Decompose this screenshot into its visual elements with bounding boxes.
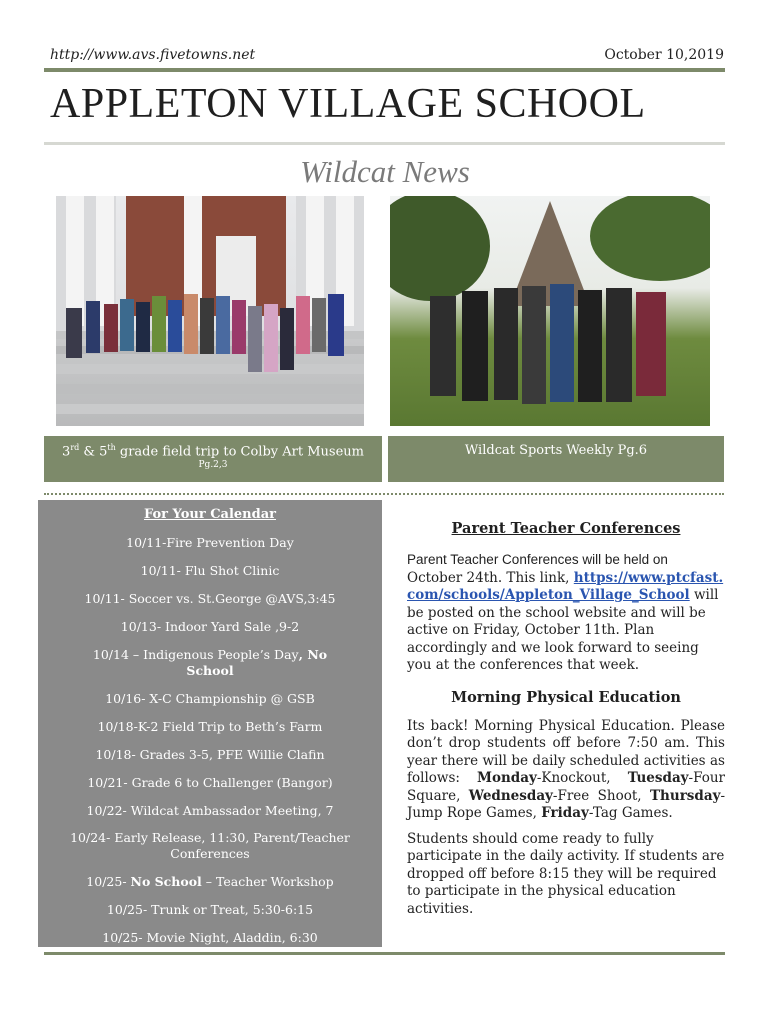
section-divider	[44, 493, 724, 495]
ptc-paragraph: Parent Teacher Conferences will be held on October 24th. This link, https://www.ptcfast.com/schools/Appleton_Village_School will be posted on the school website and will be active on Friday, October 11th. Plan accordingly and we look forward to seeing you at the conferences that week.	[407, 552, 724, 673]
newsletter-date: October 10,2019	[604, 47, 724, 63]
calendar-item: 10/18- Grades 3-5, PFE Willie Clafin	[95, 747, 325, 762]
calendar-heading: For Your Calendar	[143, 507, 276, 522]
students-group	[66, 294, 344, 372]
title-divider	[44, 142, 725, 145]
school-title: APPLETON VILLAGE SCHOOL	[50, 81, 646, 127]
calendar-item: 10/11-Fire Prevention Day	[126, 535, 294, 550]
ptc-heading: Parent Teacher Conferences	[451, 520, 681, 537]
museum-caption-pages: Pg.2,3	[198, 460, 228, 471]
calendar-item: 10/22- Wildcat Ambassador Meeting, 7	[86, 803, 334, 818]
calendar-item: 10/13- Indoor Yard Sale ,9-2	[120, 619, 300, 634]
museum-photo-caption	[44, 436, 382, 482]
calendar-item: 10/11- Soccer vs. St.George @AVS,3:45	[84, 591, 336, 606]
step	[56, 364, 364, 374]
column	[66, 196, 84, 326]
tree	[590, 196, 710, 281]
step	[56, 384, 364, 394]
articles-column	[407, 520, 725, 918]
mpe-paragraph-2: Students should come ready to fully participate in the daily activity. If students are dropped off before 8:15 they will be required to participate in the physical education activities.	[407, 830, 725, 917]
calendar-item: 10/24- Early Release, 11:30, Parent/Teacher Conferences	[70, 830, 350, 861]
newsletter-subtitle: Wildcat News	[300, 154, 470, 189]
bottom-divider	[44, 952, 725, 955]
calendar-item: 10/16- X-C Championship @ GSB	[105, 691, 315, 706]
sports-photo-illustration	[390, 196, 710, 426]
calendar-item: 10/25- Trunk or Treat, 5:30-6:15	[106, 902, 314, 917]
museum-caption-text: 3rd & 5th grade field trip to Colby Art Museum	[62, 443, 364, 460]
sports-caption-text: Wildcat Sports Weekly Pg.6	[464, 443, 648, 458]
museum-photo-illustration	[56, 196, 364, 426]
calendar-panel	[38, 500, 382, 947]
top-divider	[44, 68, 725, 72]
step	[56, 404, 364, 414]
tree	[390, 196, 490, 301]
calendar-list	[38, 535, 382, 946]
calendar-item: 10/21- Grade 6 to Challenger (Bangor)	[87, 775, 333, 790]
museum-field-trip-photo	[56, 196, 364, 426]
wildcat-sports-photo	[390, 196, 710, 426]
calendar-item: 10/25- Movie Night, Aladdin, 6:30	[102, 930, 318, 945]
calendar-item: 10/14 – Indigenous People’s Day, No School	[92, 647, 328, 678]
sports-photo-caption	[388, 436, 724, 482]
mpe-heading: Morning Physical Education	[451, 688, 681, 706]
calendar-item: 10/11- Flu Shot Clinic	[140, 563, 280, 578]
calendar-item: 10/25- No School – Teacher Workshop	[86, 874, 334, 889]
mpe-paragraph: Its back! Morning Physical Education. Please don’t drop students off before 7:50 am. This year there will be daily scheduled activities as follows: Monday-Knockout, Tuesday-Four Square, Wednesday-Free Shoot, Thursday-Jump Rope Games, Friday-Tag Games.	[407, 717, 725, 821]
ptc-link[interactable]: https://www.ptcfast.com/schools/Appleton_Village_School	[407, 569, 724, 603]
calendar-item: 10/18-K-2 Field Trip to Beth’s Farm	[97, 719, 323, 734]
newsletter-url[interactable]: http://www.avs.fivetowns.net	[50, 47, 256, 63]
